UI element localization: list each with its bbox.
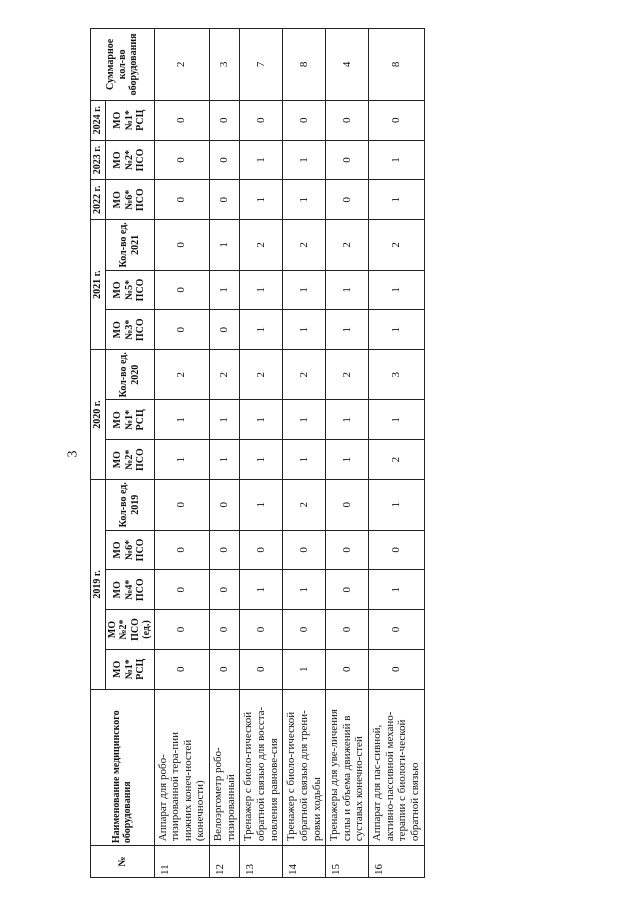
page-number: 3 [65, 450, 81, 458]
quantity-cell: 0 [326, 610, 369, 650]
equipment-name: Аппарат для пас-сивной, активно-пассивной механо-терапии с биологи-ческой обратной связью [369, 689, 425, 846]
quantity-cell: 0 [369, 610, 425, 650]
row-number: 14 [283, 846, 326, 878]
total-cell: 4 [326, 29, 369, 101]
quantity-cell: 0 [283, 530, 326, 570]
quantity-cell: 0 [210, 100, 240, 140]
quantity-cell: 0 [210, 530, 240, 570]
total-cell: 8 [283, 29, 326, 101]
quantity-cell: 0 [154, 610, 210, 650]
quantity-cell: 1 [210, 400, 240, 440]
table-row [326, 29, 369, 878]
quantity-cell: 0 [240, 530, 283, 570]
quantity-cell: 1 [369, 480, 425, 530]
quantity-cell: 0 [154, 180, 210, 220]
quantity-cell: 3 [369, 350, 425, 400]
quantity-cell: 0 [154, 270, 210, 310]
sub-2019-1: МО №2* ПСО (ед.) [105, 610, 154, 650]
quantity-cell: 1 [326, 440, 369, 480]
header-no: № [91, 846, 155, 878]
quantity-cell: 2 [240, 350, 283, 400]
table-row [369, 29, 425, 878]
quantity-cell: 2 [326, 350, 369, 400]
quantity-cell: 0 [240, 610, 283, 650]
header-total: Суммарное кол-во оборудования [91, 29, 155, 101]
quantity-cell: 0 [210, 480, 240, 530]
quantity-cell: 0 [283, 100, 326, 140]
quantity-cell: 0 [326, 530, 369, 570]
quantity-cell: 2 [283, 480, 326, 530]
sub-2019-3: МО №6* ПСО [105, 530, 154, 570]
quantity-cell: 2 [210, 350, 240, 400]
quantity-cell: 0 [154, 649, 210, 689]
quantity-cell: 0 [326, 570, 369, 610]
quantity-cell: 0 [210, 140, 240, 180]
equipment-name: Велоэргометр робо-тизированный [210, 689, 240, 846]
quantity-cell: 1 [210, 220, 240, 270]
quantity-cell: 1 [283, 310, 326, 350]
table-row [240, 29, 283, 878]
quantity-cell: 1 [240, 140, 283, 180]
quantity-cell: 0 [154, 480, 210, 530]
quantity-cell: 0 [326, 480, 369, 530]
header-year-2022: 2022 г. [91, 180, 106, 220]
quantity-cell: 1 [154, 400, 210, 440]
row-number: 16 [369, 846, 425, 878]
sub-2021-1: МО №5* ПСО [105, 270, 154, 310]
quantity-cell: 1 [326, 400, 369, 440]
quantity-cell: 0 [283, 610, 326, 650]
quantity-cell: 1 [240, 270, 283, 310]
quantity-cell: 0 [240, 649, 283, 689]
row-number: 15 [326, 846, 369, 878]
quantity-cell: 0 [154, 100, 210, 140]
quantity-cell: 1 [369, 140, 425, 180]
header-year-2024: 2024 г. [91, 100, 106, 140]
equipment-name: Тренажер с биоло-гической обратной связью для трени-ровки ходьбы [283, 689, 326, 846]
quantity-cell: 0 [369, 530, 425, 570]
quantity-cell: 1 [154, 440, 210, 480]
quantity-cell: 2 [283, 350, 326, 400]
sub-2023: МО №2* ПСО [105, 140, 154, 180]
quantity-cell: 1 [240, 180, 283, 220]
total-cell: 3 [210, 29, 240, 101]
sub-2019-4: Кол-во ед. 2019 [105, 480, 154, 530]
quantity-cell: 1 [283, 270, 326, 310]
total-cell: 8 [369, 29, 425, 101]
quantity-cell: 0 [154, 530, 210, 570]
table-row [283, 29, 326, 878]
quantity-cell: 1 [240, 440, 283, 480]
sub-2021-2: Кол-во ед. 2021 [105, 220, 154, 270]
header-year-2020: 2020 г. [91, 350, 106, 480]
quantity-cell: 0 [240, 100, 283, 140]
quantity-cell: 0 [210, 180, 240, 220]
quantity-cell: 1 [283, 400, 326, 440]
quantity-cell: 0 [154, 570, 210, 610]
row-number: 11 [154, 846, 210, 878]
quantity-cell: 1 [210, 440, 240, 480]
quantity-cell: 0 [210, 570, 240, 610]
table-row [154, 29, 210, 878]
quantity-cell: 1 [210, 270, 240, 310]
quantity-cell: 2 [369, 220, 425, 270]
quantity-cell: 2 [283, 220, 326, 270]
quantity-cell: 2 [240, 220, 283, 270]
quantity-cell: 1 [240, 400, 283, 440]
row-number: 13 [240, 846, 283, 878]
quantity-cell: 1 [283, 570, 326, 610]
table-body [154, 29, 424, 878]
sub-2022: МО №6* ПСО [105, 180, 154, 220]
rotated-table-container [90, 28, 610, 878]
quantity-cell: 1 [369, 400, 425, 440]
quantity-cell: 0 [326, 180, 369, 220]
quantity-cell: 2 [369, 440, 425, 480]
quantity-cell: 1 [326, 310, 369, 350]
quantity-cell: 1 [240, 480, 283, 530]
header-name: Наименование медицинского оборудования [91, 689, 155, 846]
quantity-cell: 1 [369, 570, 425, 610]
header-year-2021: 2021 г. [91, 220, 106, 350]
quantity-cell: 1 [283, 649, 326, 689]
quantity-cell: 2 [326, 220, 369, 270]
quantity-cell: 1 [369, 270, 425, 310]
quantity-cell: 0 [210, 310, 240, 350]
quantity-cell: 1 [369, 310, 425, 350]
equipment-table [90, 28, 425, 878]
sub-2024: МО №1* РСЦ [105, 100, 154, 140]
quantity-cell: 0 [369, 649, 425, 689]
sub-2021-0: МО №3* ПСО [105, 310, 154, 350]
sub-2019-0: МО №1* РСЦ [105, 649, 154, 689]
quantity-cell: 1 [240, 570, 283, 610]
row-number: 12 [210, 846, 240, 878]
quantity-cell: 1 [326, 270, 369, 310]
quantity-cell: 0 [154, 310, 210, 350]
quantity-cell: 1 [240, 310, 283, 350]
equipment-name: Тренажеры для уве-личения силы и объема движений в суставах конечно-стей [326, 689, 369, 846]
quantity-cell: 1 [369, 180, 425, 220]
header-year-2019: 2019 г. [91, 480, 106, 690]
sub-2020-2: Кол-во ед. 2020 [105, 350, 154, 400]
quantity-cell: 1 [283, 180, 326, 220]
quantity-cell: 0 [210, 610, 240, 650]
quantity-cell: 0 [326, 649, 369, 689]
total-cell: 7 [240, 29, 283, 101]
quantity-cell: 0 [154, 220, 210, 270]
quantity-cell: 0 [369, 100, 425, 140]
quantity-cell: 1 [283, 140, 326, 180]
header-row-years [91, 29, 106, 878]
sub-2020-0: МО №2* ПСО [105, 440, 154, 480]
table-row [210, 29, 240, 878]
quantity-cell: 0 [154, 140, 210, 180]
sub-2019-2: МО №4* ПСО [105, 570, 154, 610]
quantity-cell: 1 [283, 440, 326, 480]
quantity-cell: 2 [154, 350, 210, 400]
sub-2020-1: МО №1* РСЦ [105, 400, 154, 440]
equipment-name: Аппарат для робо-тизированной тера-пии нижних конеч-ностей (конечности) [154, 689, 210, 846]
quantity-cell: 0 [326, 100, 369, 140]
header-year-2023: 2023 г. [91, 140, 106, 180]
equipment-name: Тренажер с биоло-гической обратной связью для восста-новления равнове-сия [240, 689, 283, 846]
quantity-cell: 0 [210, 649, 240, 689]
total-cell: 2 [154, 29, 210, 101]
quantity-cell: 0 [326, 140, 369, 180]
